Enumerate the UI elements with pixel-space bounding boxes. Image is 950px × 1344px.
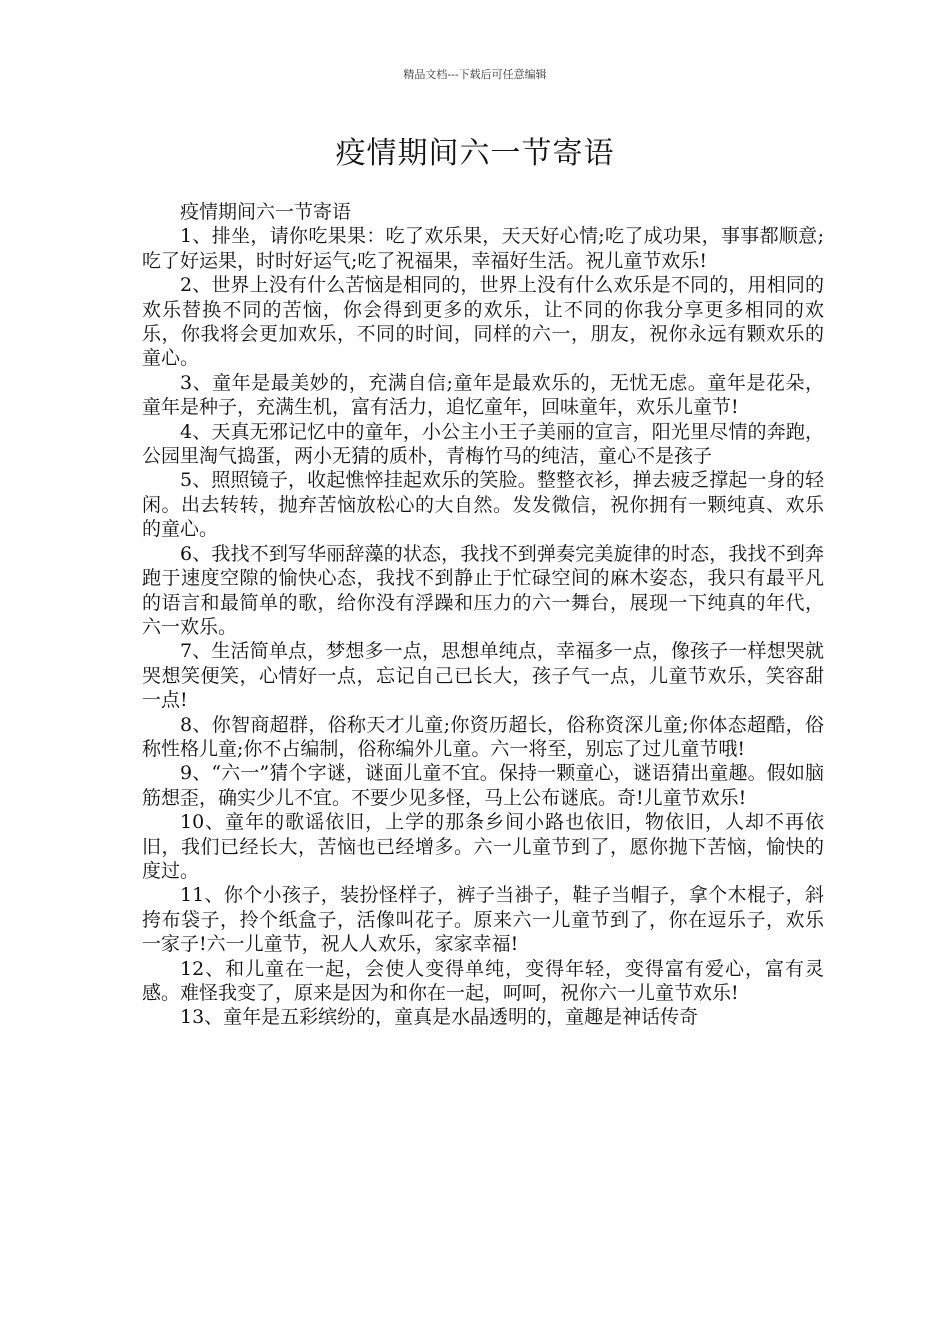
paragraph-12: 12、和儿童在一起，会使人变得单纯，变得年轻，变得富有爱心，富有灵感。难怪我变了，原来是因为和你在一起，呵呵，祝你六一儿童节欢乐! xyxy=(142,957,824,1004)
paragraph-5: 5、照照镜子，收起憔悴挂起欢乐的笑脸。整整衣衫，掸去疲乏撑起一身的轻闲。出去转转，抛弃苦恼放松心的大自然。发发微信，祝你拥有一颗纯真、欢乐的童心。 xyxy=(142,469,824,541)
paragraph-10: 10、童年的歌谣依旧，上学的那条乡间小路也依旧，物依旧，人却不再依旧，我们已经长大，苦恼也已经增多。六一儿童节到了，愿你抛下苦恼，愉快的度过。 xyxy=(142,811,824,882)
paragraph-3: 3、童年是最美妙的，充满自信;童年是最欢乐的，无忧无虑。童年是花朵，童年是种子，充满生机，富有活力，追忆童年，回味童年，欢乐儿童节! xyxy=(142,371,824,419)
paragraph-6: 6、我找不到写华丽辞藻的状态，我找不到弹奏完美旋律的时态，我找不到奔跑于速度空隙的愉快心态，我找不到静止于忙碌空间的麻木姿态，我只有最平凡的语言和最简单的歌，给你没有浮躁和压力的六一舞台，展现一下纯真的年代，六一欢乐。 xyxy=(142,542,824,638)
paragraph-4: 4、天真无邪记忆中的童年，小公主小王子美丽的宣言，阳光里尽情的奔跑，公园里淘气捣蛋，两小无猜的质朴，青梅竹马的纯洁，童心不是孩子 xyxy=(142,420,824,468)
paragraph-7: 7、生活简单点，梦想多一点，思想单纯点，幸福多一点，像孩子一样想哭就哭想笑便笑，心情好一点，忘记自己已长大，孩子气一点，儿童节欢乐，笑容甜一点! xyxy=(142,640,824,712)
paragraph-2: 2、世界上没有什么苦恼是相同的，世界上没有什么欢乐是不同的，用相同的欢乐替换不同的苦恼，你会得到更多的欢乐，让不同的你我分享更多相同的欢乐，你我将会更加欢乐，不同的时间，同样的六一，朋友，祝你永远有颗欢乐的童心。 xyxy=(142,274,824,370)
document-body xyxy=(142,200,824,1030)
paragraph-13: 13、童年是五彩缤纷的，童真是水晶透明的，童趣是神话传奇 xyxy=(180,1006,699,1029)
paragraph-9: 9、“六一”猜个字谜，谜面儿童不宜。保持一颗童心，谜语猜出童趣。假如脑筋想歪，确实少儿不宜。不要少见多怪，马上公布谜底。奇!儿童节欢乐! xyxy=(142,762,824,809)
subtitle: 疫情期间六一节寄语 xyxy=(180,201,352,223)
paragraph-11: 11、你个小孩子，装扮怪样子，裤子当褂子，鞋子当帽子，拿个木棍子，斜挎布袋子，拎个纸盒子，活像叫花子。原来六一儿童节到了，你在逗乐子，欢乐一家子!六一儿童节，祝人人欢乐，家家幸福! xyxy=(142,884,824,956)
paragraph-1: 1、排坐，请你吃果果：吃了欢乐果，天天好心情;吃了成功果，事事都顺意;吃了好运果，时时好运气;吃了祝福果，幸福好生活。祝儿童节欢乐! xyxy=(142,225,824,272)
header-note: 精品文档---下载后可任意编辑 xyxy=(403,68,547,81)
paragraph-8: 8、你智商超群，俗称天才儿童;你资历超长，俗称资深儿童;你体态超酷，俗称性格儿童;你不占编制，俗称编外儿童。六一将至，别忘了过儿童节哦! xyxy=(142,713,824,760)
document-title: 疫情期间六一节寄语 xyxy=(335,136,615,171)
